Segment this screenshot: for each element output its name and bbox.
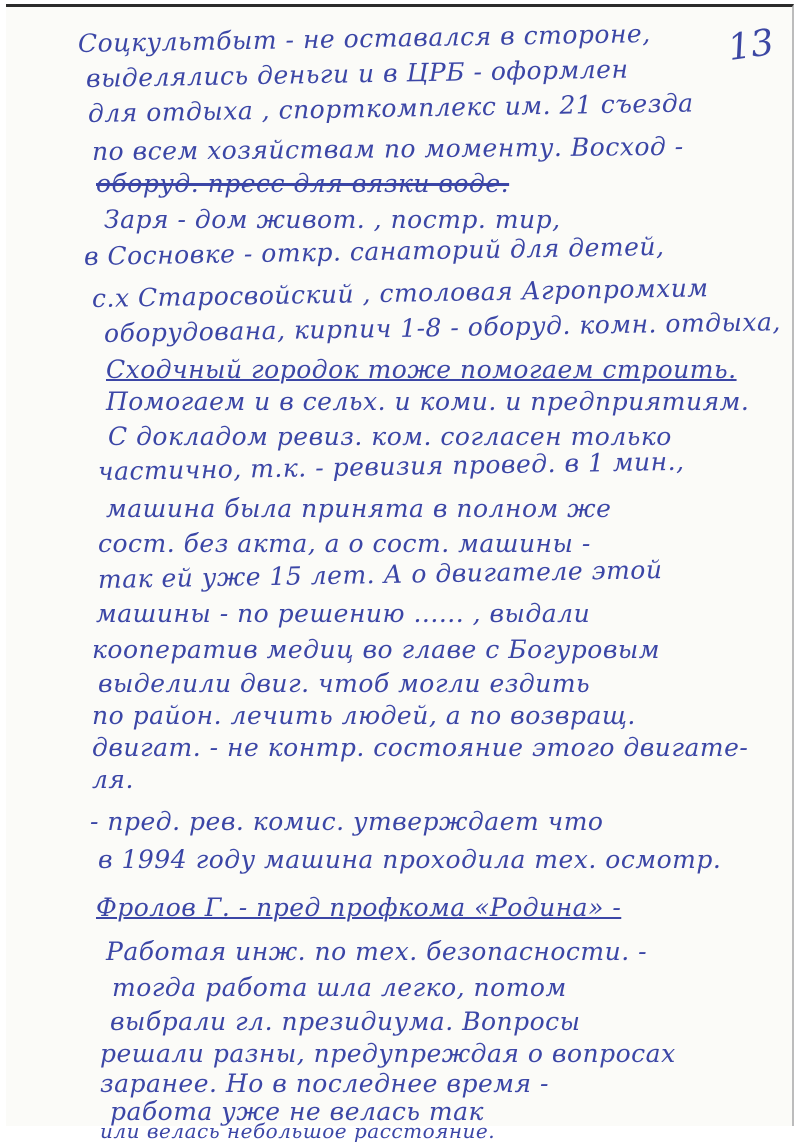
text-line: Заря - дом живот. , постр. тир, [104,205,561,234]
text-line: по всем хозяйствам по моменту. Восход - [91,131,684,166]
text-line: Сходчный городок тоже помогаем строить. [106,355,737,384]
handwritten-page [6,4,794,1143]
page-number: 13 [725,22,777,69]
text-line: - пред. рев. комис. утверждает что [90,807,604,836]
text-line: для отдыха , спорткомплекс им. 21 съезда [87,88,694,128]
text-line: по район. лечить людей, а по возвращ. [92,701,636,730]
text-line: оборуд. пресс для вязки воде. [96,169,510,198]
text-line: так ей уже 15 лет. А о двигателе этой [97,555,663,594]
text-line: двигат. - не контр. состояние этого двигате- [92,733,749,762]
text-line: с.х Старосвойский , столовая Агропромхим [91,273,709,313]
text-line: С докладом ревиз. ком. согласен только [108,422,672,451]
text-line: Соцкультбыт - не оставался в стороне, [77,19,651,58]
text-line: тогда работа шла легко, потом [112,973,567,1002]
text-line: оборудована, кирпич 1-8 - оборуд. комн. отдыха, [103,307,782,348]
text-line: сост. без акта, а о сост. машины - [98,529,591,558]
text-line: машина была принята в полном же [106,494,612,523]
text-line: заранее. Но в последнее время - [100,1069,549,1098]
text-line: ля. [92,765,134,794]
text-line: кооператив медиц во главе с Богуровым [92,635,660,664]
text-line: выделялись деньги и в ЦРБ - оформлен [85,54,629,93]
text-line: работа уже не велась так [110,1097,484,1126]
text-line: в 1994 году машина проходила тех. осмотр. [98,845,722,874]
text-line: машины - по решению ...... , выдали [96,599,591,628]
text-line: Фролов Г. - пред профкома «Родина» - [96,893,622,922]
text-line: выделили двиг. чтоб могли ездить [98,669,591,698]
text-line: решали разны, предупреждая о вопросах [100,1039,676,1068]
text-line: выбрали гл. президиума. Вопросы [110,1007,581,1036]
text-line: частично, т.к. - ревизия провед. в 1 мин., [97,446,685,486]
text-line: или велась небольшое расстояние. [100,1119,496,1143]
text-line: в Сосновке - откр. санаторий для детей, [83,231,665,271]
text-line: Работая инж. по тех. безопасности. - [106,937,648,966]
text-line: Помогаем и в сельх. и коми. и предприятиям. [106,387,750,416]
